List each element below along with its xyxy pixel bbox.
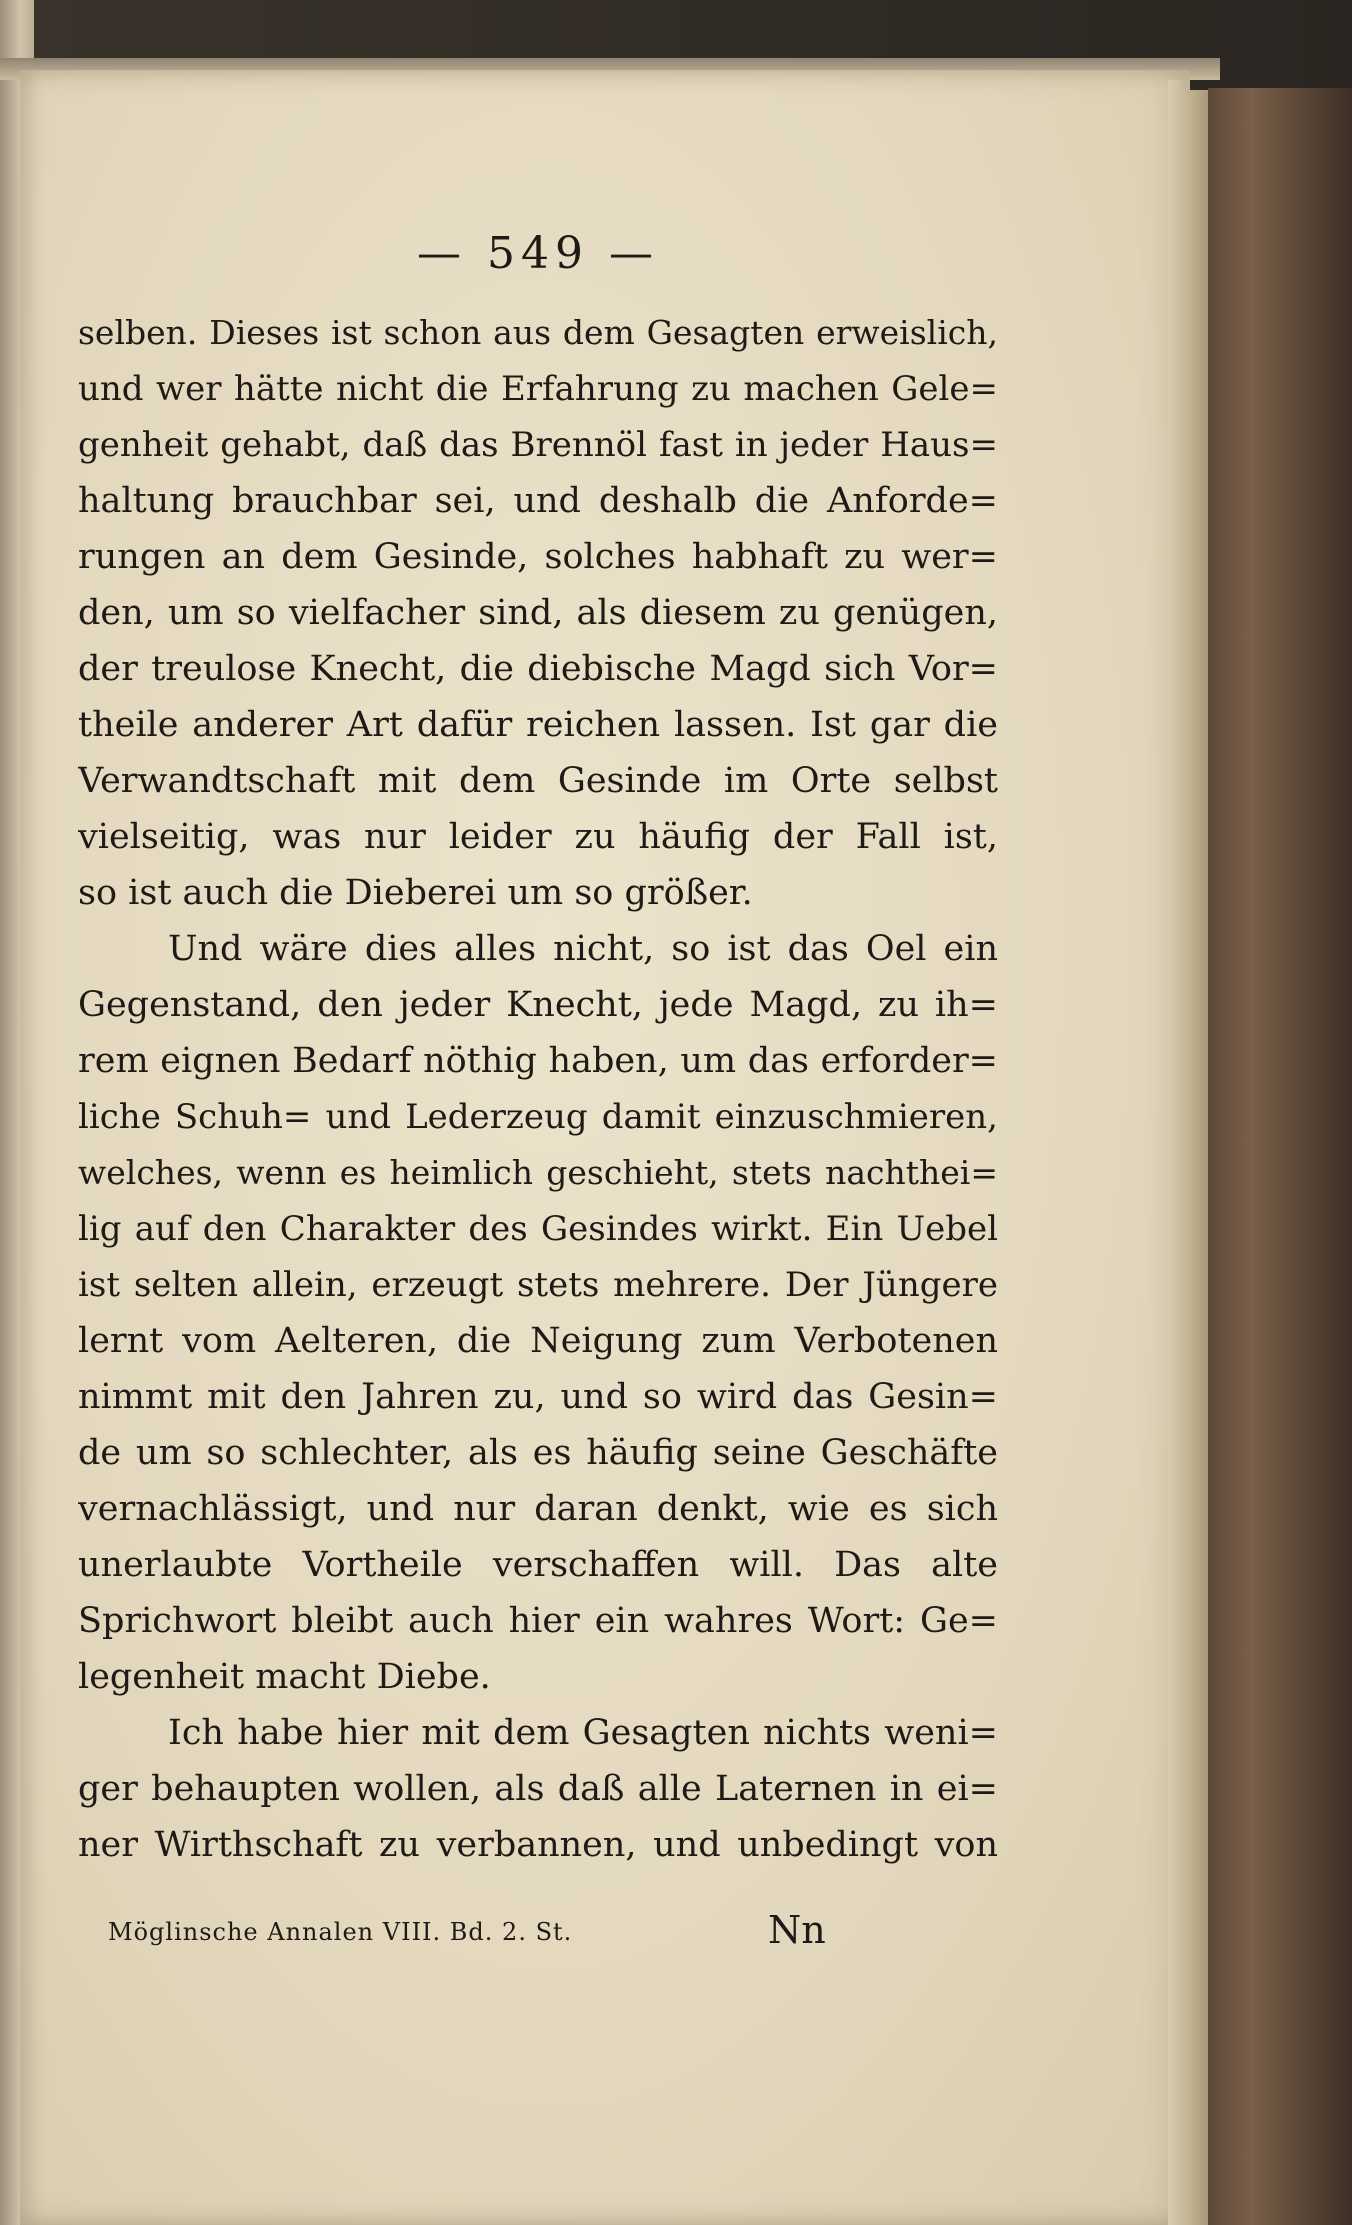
text-line: so ist auch die Dieberei um so größer. <box>78 873 753 913</box>
page-number: — 549 — <box>417 228 659 279</box>
page-edge-stack <box>1182 90 1208 2225</box>
text-line: theile anderer Art dafür reichen lassen. Ist gar die <box>78 705 998 745</box>
text-line: Sprichwort bleibt auch hier ein wahres Wort: Ge= <box>78 1601 998 1641</box>
text-line: selben. Dieses ist schon aus dem Gesagten erweislich, <box>78 313 998 352</box>
text-line: Und wäre dies alles nicht, so ist das Oel ein <box>168 929 998 969</box>
text-line: lig auf den Charakter des Gesindes wirkt. Ein Uebel <box>78 1209 998 1249</box>
text-line: ist selten allein, erzeugt stets mehrere. Der Jüngere <box>78 1265 998 1305</box>
text-line: unerlaubte Vortheile verschaffen will. Das alte <box>78 1545 998 1585</box>
page-edge <box>1168 80 1182 2225</box>
text-line: genheit gehabt, daß das Brennöl fast in jeder Haus= <box>78 425 998 465</box>
text-line: den, um so vielfacher sind, als diesem zu genügen, <box>78 593 998 633</box>
text-line: der treulose Knecht, die diebische Magd sich Vor= <box>78 649 998 689</box>
text-line: nimmt mit den Jahren zu, und so wird das Gesin= <box>78 1377 998 1417</box>
text-line: liche Schuh= und Lederzeug damit einzuschmieren, <box>78 1097 998 1137</box>
text-line: ger behaupten wollen, als daß alle Laternen in ei= <box>78 1769 998 1809</box>
text-line: ner Wirthschaft zu verbannen, und unbedingt von <box>78 1825 998 1865</box>
signature-mark: Möglinsche Annalen VIII. Bd. 2. St. <box>108 1918 573 1946</box>
text-line: de um so schlechter, als es häufig seine Geschäfte <box>78 1433 998 1473</box>
page-body-text <box>78 305 998 1873</box>
text-line: welches, wenn es heimlich geschieht, stets nachthei= <box>78 1153 998 1192</box>
text-line: vernachlässigt, und nur daran denkt, wie es sich <box>78 1489 998 1529</box>
text-line: und wer hätte nicht die Erfahrung zu machen Gele= <box>78 369 998 409</box>
text-line: Gegenstand, den jeder Knecht, jede Magd, zu ih= <box>78 985 998 1025</box>
text-line: lernt vom Aelteren, die Neigung zum Verbotenen <box>78 1321 998 1361</box>
book-cover-right <box>1208 88 1352 2225</box>
text-line: rem eignen Bedarf nöthig haben, um das erforder= <box>78 1041 998 1081</box>
text-line: Ich habe hier mit dem Gesagten nichts weni= <box>168 1713 998 1753</box>
catchword: Nn <box>768 1908 826 1952</box>
text-line: vielseitig, was nur leider zu häufig der Fall ist, <box>78 817 998 857</box>
text-line: haltung brauchbar sei, und deshalb die Anforde= <box>78 481 998 521</box>
text-line: Verwandtschaft mit dem Gesinde im Orte selbst <box>78 761 998 801</box>
text-line: legenheit macht Diebe. <box>78 1657 491 1697</box>
text-line: rungen an dem Gesinde, solches habhaft zu wer= <box>78 537 998 577</box>
